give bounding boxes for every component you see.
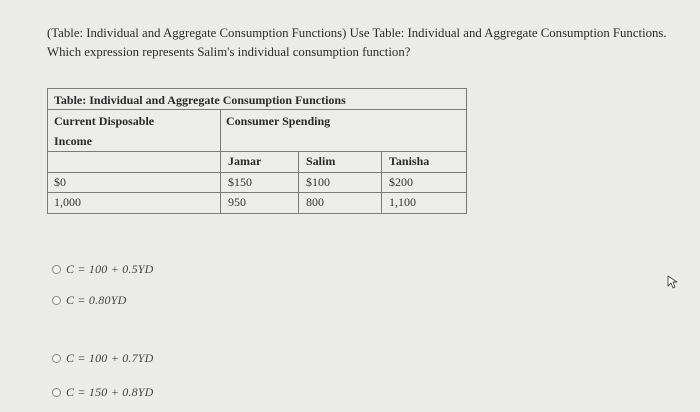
table-cell-tanisha: 1,100 xyxy=(389,195,416,209)
income-column-header xyxy=(48,110,220,170)
subheader-salim: Salim xyxy=(306,154,336,168)
answer-option-label: C = 150 + 0.8YD xyxy=(66,385,154,399)
answer-option-4[interactable] xyxy=(52,385,154,400)
mouse-pointer-icon xyxy=(667,275,681,289)
spending-column-header: Consumer Spending xyxy=(226,114,331,128)
radio-button[interactable] xyxy=(52,296,61,305)
table-cell-salim: $100 xyxy=(306,175,330,189)
subheader-jamar: Jamar xyxy=(228,154,262,168)
answer-option-1[interactable] xyxy=(52,262,154,277)
answer-option-3[interactable] xyxy=(52,351,154,366)
income-header-line-1: Current Disposable xyxy=(54,114,155,128)
question-line-2: Which expression represents Salim's individual consumption function? xyxy=(47,45,411,59)
subheader-tanisha: Tanisha xyxy=(389,154,430,168)
table-caption: Table: Individual and Aggregate Consumption Functions xyxy=(48,89,466,110)
radio-button[interactable] xyxy=(52,388,61,397)
radio-button[interactable] xyxy=(52,265,61,274)
table-cell-income: $0 xyxy=(54,175,66,189)
answer-option-2[interactable] xyxy=(52,293,126,308)
answer-option-label: C = 100 + 0.7YD xyxy=(66,351,154,365)
answer-option-label: C = 100 + 0.5YD xyxy=(66,262,154,276)
table-cell-jamar: 950 xyxy=(228,195,246,209)
answer-option-label: C = 0.80YD xyxy=(66,293,127,307)
table-cell-income: 1,000 xyxy=(54,195,81,209)
question-line-1: (Table: Individual and Aggregate Consumption Functions) Use Table: Individual and Aggregate Consumption Functions. xyxy=(47,26,667,40)
table-cell-salim: 800 xyxy=(306,195,324,209)
question-prompt xyxy=(47,24,697,62)
table-cell-tanisha: $200 xyxy=(389,175,413,189)
table-cell-jamar: $150 xyxy=(228,175,252,189)
radio-button[interactable] xyxy=(52,354,61,363)
consumption-table xyxy=(47,88,467,214)
income-header-line-2: Income xyxy=(54,134,92,148)
